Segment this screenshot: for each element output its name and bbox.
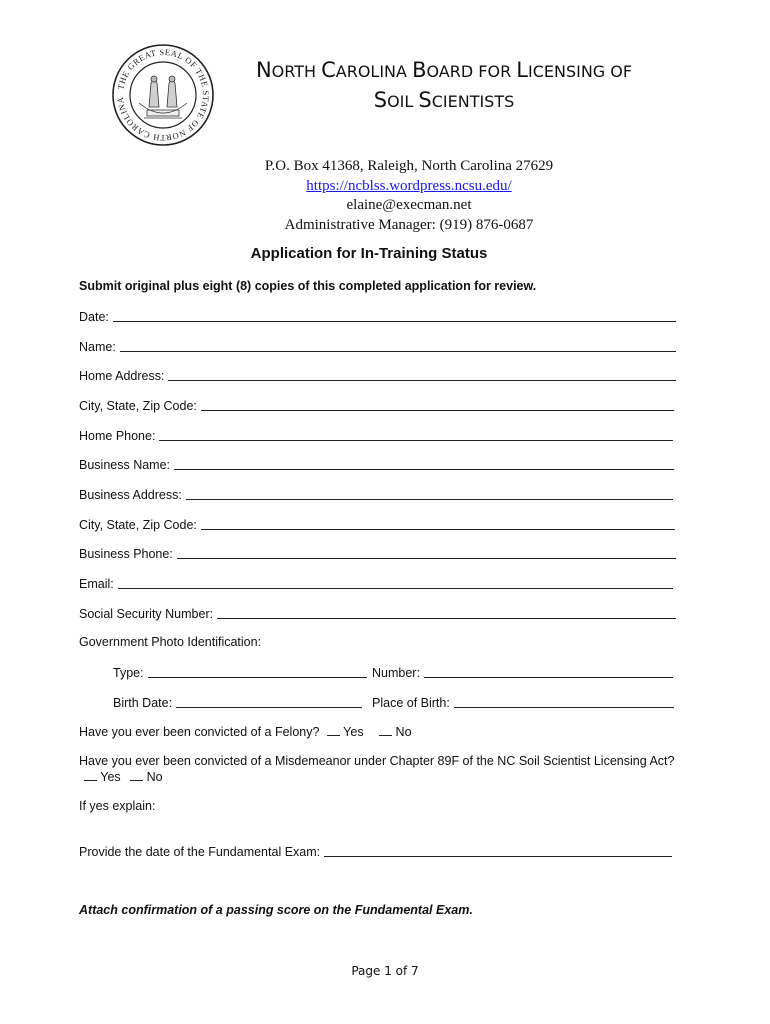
id-number-field[interactable]: [372, 665, 673, 680]
felony-question: [79, 724, 412, 739]
id-number-label: Number:: [372, 666, 420, 680]
misdemeanor-no-blank[interactable]: [130, 769, 143, 781]
date-field[interactable]: [79, 309, 676, 324]
state-seal-icon: [111, 43, 215, 147]
business-name-input-line[interactable]: [174, 457, 674, 470]
home-address-field[interactable]: [79, 368, 676, 383]
misdemeanor-answers: [84, 769, 163, 784]
place-of-birth-field[interactable]: [372, 695, 674, 710]
contact-email: elaine@execman.net: [346, 197, 472, 213]
manager-phone: Administrative Manager: (919) 876-0687: [284, 216, 534, 233]
website-link[interactable]: https://ncblss.wordpress.ncsu.edu/: [306, 177, 512, 194]
birth-date-field[interactable]: [113, 695, 362, 710]
business-address-label: Business Address:: [79, 488, 182, 502]
misdemeanor-yes-label: Yes: [100, 770, 121, 784]
id-number-input-line[interactable]: [424, 665, 673, 678]
seal-ring-text: THE GREAT SEAL OF THE STATE OF NORTH CAROLINA: [114, 46, 212, 144]
business-phone-field[interactable]: [79, 546, 676, 561]
misdemeanor-no-label: No: [146, 770, 163, 784]
business-address-field[interactable]: [79, 487, 673, 502]
business-city-state-zip-label: City, State, Zip Code:: [79, 518, 197, 532]
place-of-birth-input-line[interactable]: [454, 695, 674, 708]
if-yes-explain-label: If yes explain:: [79, 799, 156, 813]
city-state-zip-field[interactable]: [79, 398, 674, 413]
home-phone-input-line[interactable]: [159, 428, 673, 441]
home-address-label: Home Address:: [79, 369, 165, 383]
fundamental-exam-date-field[interactable]: [79, 844, 672, 859]
board-title: [222, 56, 666, 116]
home-phone-field[interactable]: [79, 428, 673, 443]
submit-instructions: Submit original plus eight (8) copies of this completed application for review.: [79, 279, 537, 293]
form-title: Application for In-Training Status: [250, 245, 488, 262]
fundamental-exam-input-line[interactable]: [324, 844, 672, 857]
business-address-input-line[interactable]: [186, 487, 673, 500]
board-title-line-1: NORTH CAROLINA BOARD FOR LICENSING OF: [255, 58, 633, 82]
business-name-field[interactable]: [79, 457, 674, 472]
felony-no-blank[interactable]: [379, 724, 392, 736]
birth-date-input-line[interactable]: [176, 695, 362, 708]
place-of-birth-label: Place of Birth:: [372, 696, 450, 710]
email-input-line[interactable]: [118, 576, 673, 589]
business-city-state-zip-input-line[interactable]: [201, 517, 675, 530]
fundamental-exam-label: Provide the date of the Fundamental Exam:: [79, 845, 321, 859]
contact-block: [200, 157, 618, 235]
business-phone-label: Business Phone:: [79, 547, 173, 561]
email-label: Email:: [79, 577, 114, 591]
felony-question-text: Have you ever been convicted of a Felony?: [79, 725, 320, 739]
email-field[interactable]: [79, 576, 673, 591]
name-input-line[interactable]: [120, 339, 676, 352]
attach-confirmation-note: Attach confirmation of a passing score on the Fundamental Exam.: [79, 903, 473, 917]
name-label: Name:: [79, 340, 116, 354]
home-phone-label: Home Phone:: [79, 429, 156, 443]
felony-no-label: No: [395, 725, 412, 739]
id-type-label: Type:: [113, 666, 144, 680]
board-title-line-2: SOIL SCIENTISTS: [373, 88, 515, 112]
id-type-input-line[interactable]: [148, 665, 367, 678]
felony-yes-blank[interactable]: [327, 724, 340, 736]
ssn-field[interactable]: [79, 606, 676, 621]
gov-id-label: Government Photo Identification:: [79, 635, 262, 649]
business-phone-input-line[interactable]: [177, 546, 676, 559]
misdemeanor-yes-blank[interactable]: [84, 769, 97, 781]
name-field[interactable]: [79, 339, 676, 354]
felony-yes-label: Yes: [343, 725, 364, 739]
ssn-label: Social Security Number:: [79, 607, 214, 621]
home-address-input-line[interactable]: [168, 368, 676, 381]
city-state-zip-input-line[interactable]: [201, 398, 674, 411]
misdemeanor-question-text: Have you ever been convicted of a Misdemeanor under Chapter 89F of the NC Soil Scientist Licensing Act?: [79, 754, 675, 768]
business-city-state-zip-field[interactable]: [79, 517, 675, 532]
id-type-field[interactable]: [113, 665, 367, 680]
city-state-zip-label: City, State, Zip Code:: [79, 399, 197, 413]
page-number: Page 1 of 7: [351, 964, 419, 978]
date-input-line[interactable]: [113, 309, 676, 322]
mailing-address: P.O. Box 41368, Raleigh, North Carolina 27629: [264, 158, 554, 174]
business-name-label: Business Name:: [79, 458, 171, 472]
ssn-input-line[interactable]: [217, 606, 676, 619]
birth-date-label: Birth Date:: [113, 696, 173, 710]
svg-text:THE GREAT SEAL OF THE STATE OF: [115, 47, 211, 143]
date-label: Date:: [79, 310, 109, 324]
